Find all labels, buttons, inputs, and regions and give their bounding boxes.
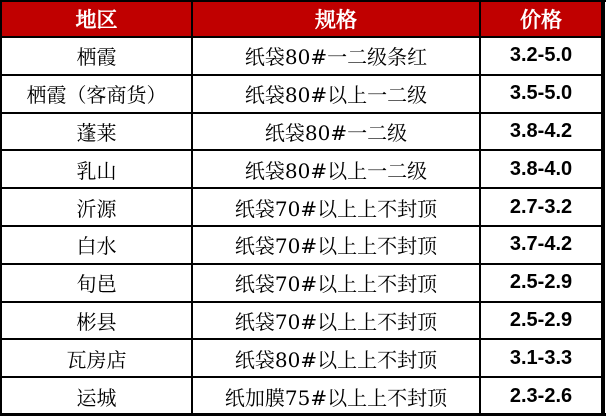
- table-row: [1, 75, 602, 113]
- table-body: [1, 37, 602, 415]
- region-cell: 运城: [1, 377, 192, 415]
- region-cell: 白水: [1, 226, 192, 264]
- price-cell: 3.5-5.0: [480, 75, 602, 113]
- right-edge-border-line: [602, 0, 605, 416]
- table-row: [1, 339, 602, 377]
- region-cell: 瓦房店: [1, 339, 192, 377]
- spec-cell: 纸袋70#以上上不封顶: [192, 264, 480, 302]
- region-cell: 旬邑: [1, 264, 192, 302]
- price-cell: 2.5-2.9: [480, 302, 602, 340]
- table-row: [1, 113, 602, 151]
- spec-cell: 纸袋80#以上一二级: [192, 75, 480, 113]
- price-cell: 3.7-4.2: [480, 226, 602, 264]
- price-cell: 2.5-2.9: [480, 264, 602, 302]
- spec-cell: 纸袋70#以上上不封顶: [192, 188, 480, 226]
- region-cell: 乳山: [1, 150, 192, 188]
- spec-cell: 纸袋80#以上一二级: [192, 150, 480, 188]
- table-row: [1, 264, 602, 302]
- top-border-line: [0, 0, 606, 2]
- table-row: [1, 188, 602, 226]
- region-cell: 蓬莱: [1, 113, 192, 151]
- region-cell: 彬县: [1, 302, 192, 340]
- region-cell: 栖霞: [1, 37, 192, 75]
- table-row: [1, 226, 602, 264]
- price-cell: 2.7-3.2: [480, 188, 602, 226]
- header-spec: 规格: [192, 1, 480, 37]
- table-row: [1, 377, 602, 415]
- table-row: [1, 302, 602, 340]
- spec-cell: 纸加膜75#以上上不封顶: [192, 377, 480, 415]
- table-header: [1, 1, 602, 37]
- header-region: 地区: [1, 1, 192, 37]
- region-cell: 栖霞（客商货）: [1, 75, 192, 113]
- price-cell: 3.8-4.0: [480, 150, 602, 188]
- spec-cell: 纸袋80#一二级: [192, 113, 480, 151]
- price-cell: 2.3-2.6: [480, 377, 602, 415]
- price-cell: 3.1-3.3: [480, 339, 602, 377]
- table-row: [1, 37, 602, 75]
- header-price: 价格: [480, 1, 602, 37]
- spec-cell: 纸袋80#一二级条红: [192, 37, 480, 75]
- price-cell: 3.2-5.0: [480, 37, 602, 75]
- price-cell: 3.8-4.2: [480, 113, 602, 151]
- table-row: [1, 150, 602, 188]
- region-cell: 沂源: [1, 188, 192, 226]
- spec-cell: 纸袋70#以上上不封顶: [192, 302, 480, 340]
- header-row: [1, 1, 602, 37]
- spec-cell: 纸袋80#以上上不封顶: [192, 339, 480, 377]
- spec-cell: 纸袋70#以上上不封顶: [192, 226, 480, 264]
